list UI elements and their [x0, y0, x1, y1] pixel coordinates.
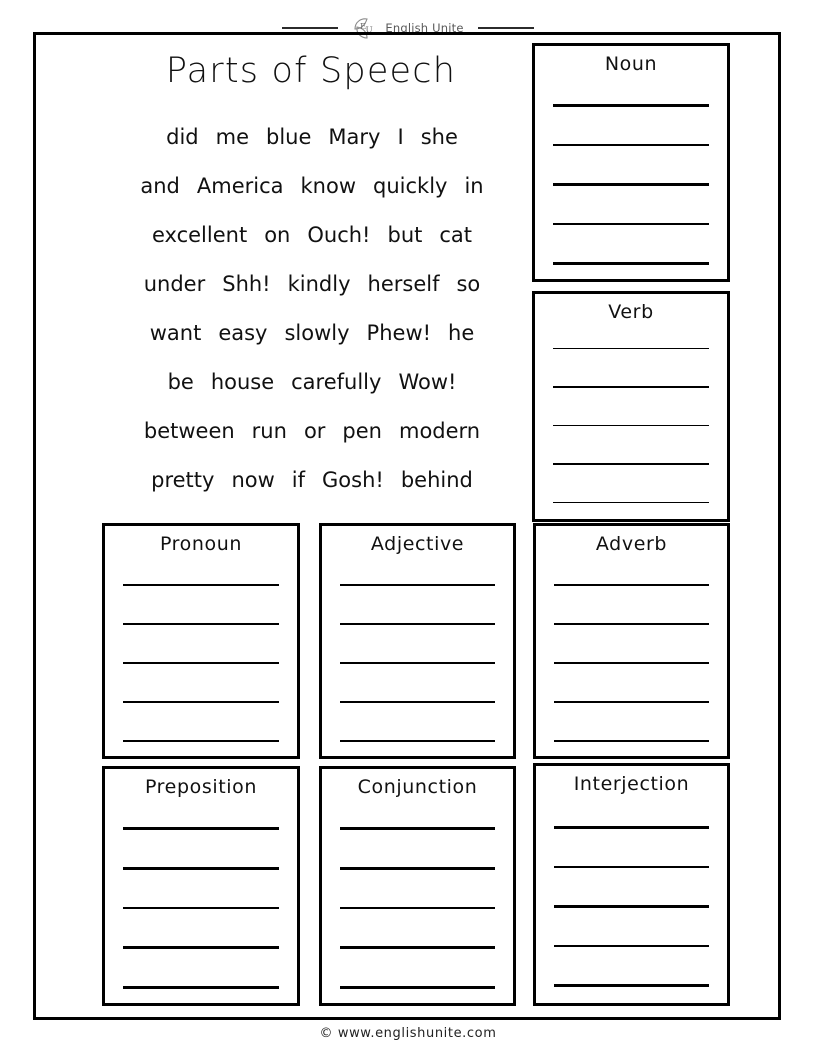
writing-line[interactable]	[553, 183, 709, 186]
answer-lines-adjective[interactable]	[340, 584, 495, 742]
word-bank-item[interactable]: and	[140, 174, 180, 198]
word-bank-item[interactable]: America	[196, 174, 284, 198]
writing-line[interactable]	[553, 502, 709, 503]
word-bank-row	[96, 260, 528, 309]
writing-line[interactable]	[553, 425, 709, 426]
writing-line[interactable]	[554, 905, 709, 908]
word-bank-row	[96, 407, 528, 456]
writing-line[interactable]	[554, 623, 709, 625]
category-box-interjection[interactable]	[533, 763, 730, 1006]
category-title-interjection: Interjection	[573, 773, 690, 795]
category-title-adverb: Adverb	[595, 533, 668, 555]
writing-line[interactable]	[123, 907, 279, 910]
category-box-pronoun[interactable]	[102, 523, 300, 759]
word-bank-row	[96, 309, 528, 358]
writing-line[interactable]	[340, 827, 495, 830]
writing-line[interactable]	[553, 144, 709, 147]
word-bank-row	[96, 456, 528, 505]
word-bank-row	[96, 113, 528, 162]
category-box-preposition[interactable]	[102, 766, 300, 1006]
word-bank-item[interactable]: in	[464, 174, 484, 198]
word-bank-row	[96, 358, 528, 407]
writing-line[interactable]	[340, 867, 495, 870]
word-bank-item[interactable]: cat	[439, 223, 473, 247]
word-bank-item[interactable]: kindly	[287, 272, 351, 296]
writing-line[interactable]	[123, 867, 279, 870]
word-bank-item[interactable]: carefully	[291, 370, 382, 394]
word-bank-item[interactable]: herself	[367, 272, 440, 296]
category-title-pronoun: Pronoun	[159, 533, 243, 555]
word-bank-item[interactable]: easy	[218, 321, 268, 345]
writing-line[interactable]	[553, 262, 709, 265]
writing-line[interactable]	[123, 701, 279, 703]
answer-lines-adverb[interactable]	[554, 584, 709, 742]
writing-line[interactable]	[553, 348, 709, 349]
writing-line[interactable]	[123, 623, 279, 625]
word-bank-item[interactable]: pretty	[151, 468, 215, 492]
writing-line[interactable]	[554, 866, 709, 869]
word-bank-item[interactable]: pen	[342, 419, 382, 443]
word-bank-item[interactable]: behind	[400, 468, 473, 492]
svg-text:U: U	[365, 25, 374, 36]
word-bank-item[interactable]: she	[420, 125, 458, 149]
category-box-verb[interactable]	[532, 291, 730, 522]
writing-line[interactable]	[123, 662, 279, 664]
answer-lines-interjection[interactable]	[554, 826, 709, 987]
word-bank-row	[96, 211, 528, 260]
page-border	[33, 32, 781, 1020]
word-bank-item[interactable]: so	[456, 272, 481, 296]
header-rule-right	[478, 27, 534, 29]
brand-name: English Unite	[385, 21, 464, 35]
writing-line[interactable]	[340, 986, 495, 989]
writing-line[interactable]	[340, 907, 495, 910]
category-box-adverb[interactable]	[533, 523, 730, 759]
writing-line[interactable]	[123, 986, 279, 989]
word-bank-item[interactable]: or	[303, 419, 326, 443]
word-bank-item[interactable]: Gosh!	[322, 468, 384, 492]
word-bank-item[interactable]: be	[167, 370, 194, 394]
writing-line[interactable]	[553, 223, 709, 226]
word-bank-item[interactable]: I	[397, 125, 404, 149]
category-title-preposition: Preposition	[144, 776, 258, 798]
page-title: Parts of Speech	[165, 51, 457, 91]
svg-text:E: E	[360, 22, 367, 32]
category-box-noun[interactable]	[532, 43, 730, 282]
word-bank-item[interactable]: Wow!	[398, 370, 457, 394]
category-box-adjective[interactable]	[319, 523, 516, 759]
word-bank-item[interactable]: want	[149, 321, 202, 345]
word-bank-item[interactable]: house	[210, 370, 275, 394]
writing-line[interactable]	[123, 946, 279, 949]
category-title-adjective: Adjective	[370, 533, 465, 555]
header-rule-left	[282, 27, 338, 29]
word-bank-item[interactable]: me	[215, 125, 250, 149]
writing-line[interactable]	[340, 623, 495, 625]
word-bank-item[interactable]: blue	[266, 125, 312, 149]
word-bank-item[interactable]: on	[264, 223, 291, 247]
answer-lines-verb[interactable]	[553, 348, 709, 503]
writing-line[interactable]	[553, 463, 709, 464]
writing-line[interactable]	[554, 945, 709, 948]
answer-lines-conjunction[interactable]	[340, 827, 495, 989]
word-bank-item[interactable]: under	[143, 272, 206, 296]
word-bank-item[interactable]: between	[143, 419, 235, 443]
answer-lines-noun[interactable]	[553, 104, 709, 265]
word-bank-item[interactable]: slowly	[284, 321, 350, 345]
writing-line[interactable]	[340, 701, 495, 703]
writing-line[interactable]	[554, 740, 709, 742]
word-bank-item[interactable]: know	[300, 174, 357, 198]
word-bank-item[interactable]: Mary	[328, 125, 381, 149]
word-bank-item[interactable]: run	[251, 419, 287, 443]
category-title-noun: Noun	[604, 53, 658, 75]
writing-line[interactable]	[340, 662, 495, 664]
word-bank-item[interactable]: Shh!	[222, 272, 271, 296]
writing-line[interactable]	[554, 584, 709, 586]
answer-lines-pronoun[interactable]	[123, 584, 279, 742]
writing-line[interactable]	[554, 701, 709, 703]
word-bank-item[interactable]: modern	[398, 419, 481, 443]
word-bank-item[interactable]: Phew!	[366, 321, 432, 345]
word-bank-item[interactable]: did	[166, 125, 199, 149]
word-bank-item[interactable]: Ouch!	[307, 223, 371, 247]
writing-line[interactable]	[123, 584, 279, 586]
word-bank-item[interactable]: excellent	[151, 223, 248, 247]
writing-line[interactable]	[340, 740, 495, 742]
word-bank-item[interactable]: now	[231, 468, 275, 492]
footer-copyright: © www.englishunite.com	[319, 1026, 497, 1041]
writing-line[interactable]	[123, 740, 279, 742]
word-bank	[96, 113, 528, 505]
writing-line[interactable]	[554, 826, 709, 829]
word-bank-item[interactable]: but	[387, 223, 423, 247]
writing-line[interactable]	[340, 584, 495, 586]
word-bank-row	[96, 162, 528, 211]
category-title-conjunction: Conjunction	[357, 776, 478, 798]
word-bank-item[interactable]: if	[291, 468, 306, 492]
writing-line[interactable]	[340, 946, 495, 949]
answer-lines-preposition[interactable]	[123, 827, 279, 989]
writing-line[interactable]	[554, 984, 709, 987]
writing-line[interactable]	[123, 827, 279, 830]
writing-line[interactable]	[554, 662, 709, 664]
writing-line[interactable]	[553, 104, 709, 107]
word-bank-item[interactable]: he	[448, 321, 475, 345]
category-box-conjunction[interactable]	[319, 766, 516, 1006]
category-title-verb: Verb	[608, 301, 654, 323]
word-bank-item[interactable]: quickly	[373, 174, 448, 198]
writing-line[interactable]	[553, 386, 709, 387]
